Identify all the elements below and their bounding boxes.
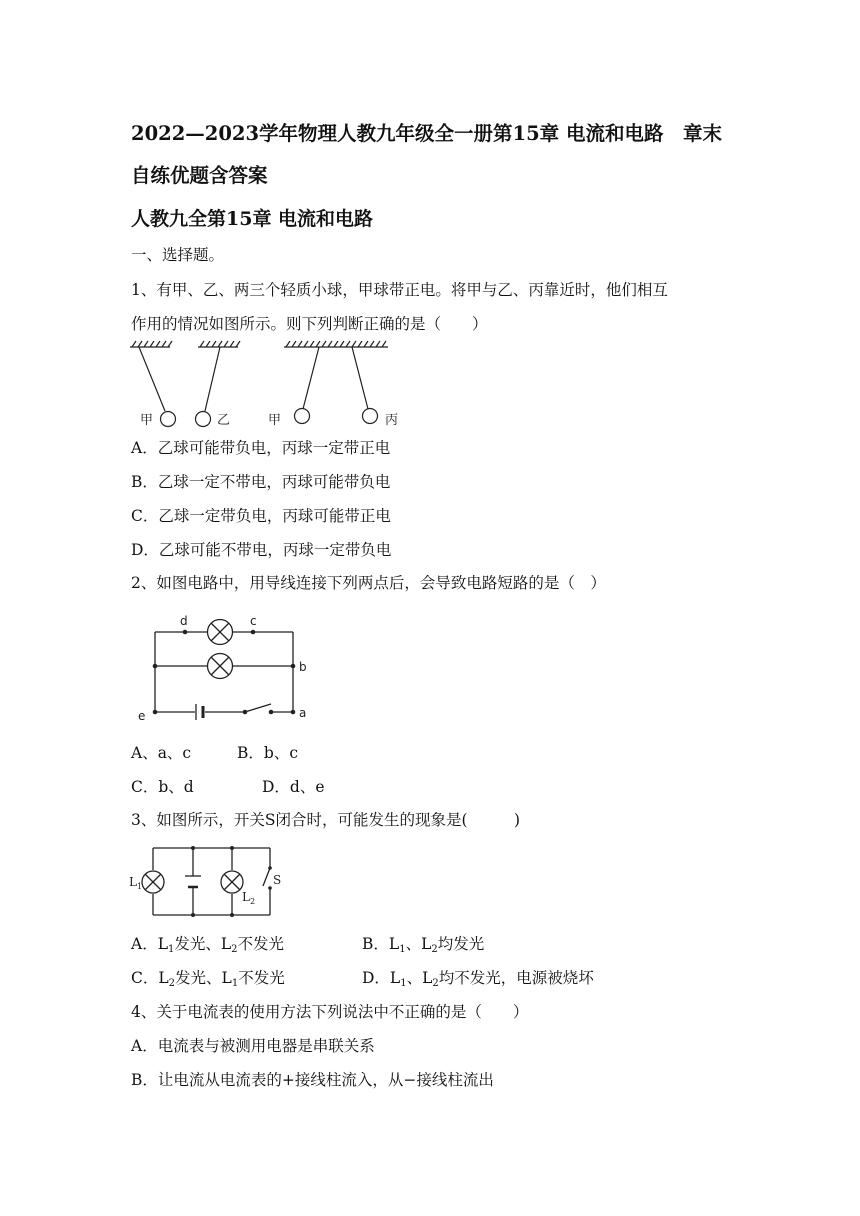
chapter-subtitle: 人教九全第15章 电流和电路 (131, 208, 374, 230)
question-1-stem-line2: 作用的情况如图所示。则下列判断正确的是（ ） (131, 315, 488, 333)
document-title-line2: 自练优题含答案 (131, 164, 268, 187)
question-4-option-a: A．电流表与被测用电器是串联关系 (131, 1037, 375, 1055)
question-3-option-d: D．$L_1$、$L_2$均不发光，电源被烧坏 (362, 969, 594, 989)
question-4-stem: 4、关于电流表的使用方法下列说法中不正确的是（ ） (131, 1003, 529, 1021)
question-3-stem: 3、如图所示，开关S闭合时，可能发生的现象是( ) (131, 811, 521, 829)
document-title-line1: 2022—2023学年物理人教九年级全一册第15章 电流和电路 章末 (131, 122, 722, 145)
question-1-figure (125, 338, 415, 433)
question-2-stem: 2、如图电路中，用导线连接下列两点后，会导致电路短路的是（ ） (131, 574, 606, 592)
q3-label-l1: $L_1$ (129, 875, 143, 891)
question-2-option-c: C．b、d (131, 778, 194, 796)
question-3-option-c: C．$L_2$发光、$L_1$不发光 (131, 969, 285, 989)
question-1-option-b: B．乙球一定不带电，丙球可能带负电 (131, 473, 391, 491)
question-3-circuit-figure (125, 842, 290, 922)
q2-point-e: e (138, 709, 146, 723)
section-heading: 一、选择题。 (131, 246, 225, 264)
q3-label-switch-s: S (273, 873, 282, 887)
question-2-option-a: A、a、c (131, 744, 192, 762)
q1-label-jia-left: 甲 (140, 413, 154, 428)
question-2-option-d: D．d、e (262, 778, 325, 796)
question-1-option-a: A．乙球可能带负电，丙球一定带正电 (131, 439, 391, 457)
q2-point-b: b (299, 660, 307, 674)
question-1-option-c: C．乙球一定带负电，丙球可能带正电 (131, 507, 391, 525)
question-2-option-b: B．b、c (237, 744, 298, 762)
question-3-option-a: A．$L_1$发光、$L_2$不发光 (131, 935, 285, 955)
q1-label-bing: 丙 (385, 413, 399, 428)
q3-label-l2: $L_2$ (242, 890, 256, 906)
question-1-stem-line1: 1、有甲、乙、两三个轻质小球，甲球带正电。将甲与乙、丙靠近时，他们相互 (131, 281, 668, 299)
q1-label-jia-right: 甲 (268, 413, 282, 428)
question-2-circuit-figure (133, 610, 318, 725)
q2-point-c: c (250, 614, 257, 628)
question-1-option-d: D．乙球可能不带电，丙球一定带负电 (131, 541, 392, 559)
q1-label-yi: 乙 (217, 413, 231, 428)
q2-point-a: a (299, 706, 307, 720)
question-3-option-b: B．$L_1$、$L_2$均发光 (362, 935, 485, 955)
q2-point-d: d (180, 614, 188, 628)
question-4-option-b: B．让电流从电流表的+接线柱流入，从−接线柱流出 (131, 1071, 494, 1089)
